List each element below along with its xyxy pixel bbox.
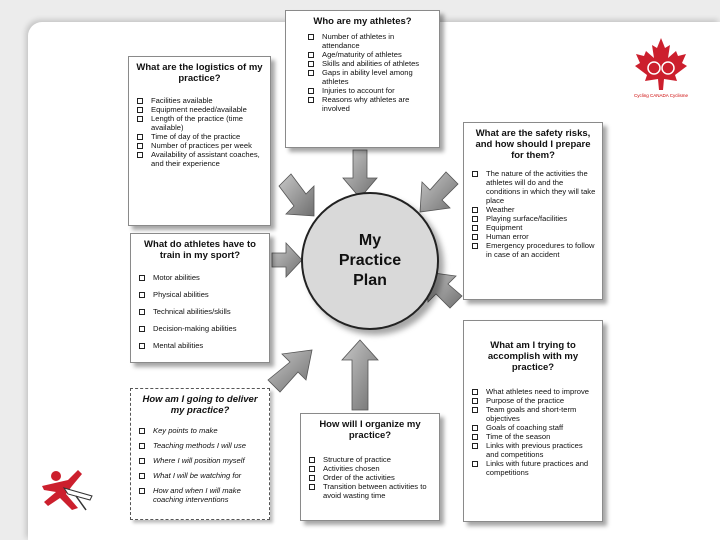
cycling-canada-logo bbox=[632, 36, 690, 104]
list-item: Number of practices per week bbox=[135, 141, 264, 150]
list-item: Key points to make bbox=[137, 426, 263, 435]
list-item: Number of athletes in attendance bbox=[306, 32, 433, 50]
box-train-title: What do athletes have to train in my sport? bbox=[144, 239, 256, 261]
box-logistics-list bbox=[135, 96, 264, 168]
center-line-2: Practice bbox=[338, 252, 402, 269]
list-item: Gaps in ability level among athletes bbox=[306, 68, 433, 86]
coaching-figure-logo bbox=[38, 466, 98, 512]
list-item: Human error bbox=[470, 232, 596, 241]
box-deliver bbox=[130, 388, 270, 520]
list-item: Physical abilities bbox=[137, 290, 263, 299]
arrow-from-athletes bbox=[343, 150, 377, 198]
arrow-from-train bbox=[272, 243, 302, 277]
list-item: Purpose of the practice bbox=[470, 396, 596, 405]
center-line-3: Plan bbox=[353, 272, 387, 289]
box-accomplish bbox=[463, 320, 603, 522]
box-athletes-title: Who are my athletes? bbox=[313, 16, 412, 27]
arrow-from-organize bbox=[342, 340, 378, 410]
box-logistics-title: What are the logistics of my practice? bbox=[136, 62, 263, 84]
logo-text: Cycling CANADA Cyclisme bbox=[633, 93, 688, 98]
box-safety bbox=[463, 122, 603, 300]
box-deliver-list bbox=[137, 426, 263, 504]
box-organize-list bbox=[307, 455, 433, 500]
list-item: What I will be watching for bbox=[137, 471, 263, 480]
list-item: Technical abilities/skills bbox=[137, 307, 263, 316]
list-item: Activities chosen bbox=[307, 464, 433, 473]
list-item: Motor abilities bbox=[137, 273, 263, 282]
list-item: Decision-making abilities bbox=[137, 324, 263, 333]
list-item: Time of the season bbox=[470, 432, 596, 441]
list-item: Facilities available bbox=[135, 96, 264, 105]
box-train bbox=[130, 233, 270, 363]
list-item: Time of day of the practice bbox=[135, 132, 264, 141]
box-safety-title: What are the safety risks, and how should I prepare for them? bbox=[475, 128, 591, 161]
list-item: Links with previous practices and competitions bbox=[470, 441, 596, 459]
list-item: Availability of assistant coaches, and their experience bbox=[135, 150, 264, 168]
list-item: How and when I will make coaching interventions bbox=[137, 486, 263, 504]
list-item: Reasons why athletes are involved bbox=[306, 95, 433, 113]
box-accomplish-list bbox=[470, 387, 596, 477]
box-accomplish-title: What am I trying to accomplish with my practice? bbox=[487, 340, 579, 373]
list-item: Teaching methods I will use bbox=[137, 441, 263, 450]
list-item: Weather bbox=[470, 205, 596, 214]
list-item: Mental abilities bbox=[137, 341, 263, 350]
list-item: Structure of practice bbox=[307, 455, 433, 464]
list-item: Links with future practices and competitions bbox=[470, 459, 596, 477]
list-item: The nature of the activities the athletes will do and the conditions in which they will take place bbox=[470, 169, 596, 205]
list-item: Goals of coaching staff bbox=[470, 423, 596, 432]
arrow-from-logistics bbox=[279, 174, 314, 216]
center-line-1: My bbox=[358, 232, 382, 249]
list-item: Team goals and short-term objectives bbox=[470, 405, 596, 423]
list-item: Playing surface/facilities bbox=[470, 214, 596, 223]
list-item: Skills and abilities of athletes bbox=[306, 59, 433, 68]
maple-leaf-icon bbox=[632, 36, 690, 92]
box-organize bbox=[300, 413, 440, 521]
box-athletes bbox=[285, 10, 440, 148]
list-item: What athletes need to improve bbox=[470, 387, 596, 396]
arrow-from-safety bbox=[420, 172, 458, 212]
arrow-from-deliver bbox=[268, 350, 312, 392]
box-safety-list bbox=[470, 169, 596, 259]
list-item: Order of the activities bbox=[307, 473, 433, 482]
list-item: Transition between activities to avoid wasting time bbox=[307, 482, 433, 500]
list-item: Length of the practice (time available) bbox=[135, 114, 264, 132]
list-item: Injuries to account for bbox=[306, 86, 433, 95]
box-deliver-title: How am I going to deliver my practice? bbox=[142, 394, 258, 416]
box-athletes-list bbox=[306, 32, 433, 113]
box-organize-title: How will I organize my practice? bbox=[319, 419, 421, 441]
list-item: Where I will position myself bbox=[137, 456, 263, 465]
list-item: Equipment bbox=[470, 223, 596, 232]
box-logistics bbox=[128, 56, 271, 226]
list-item: Age/maturity of athletes bbox=[306, 50, 433, 59]
center-practice-plan bbox=[301, 192, 439, 330]
list-item: Equipment needed/available bbox=[135, 105, 264, 114]
list-item: Emergency procedures to follow in case of an accident bbox=[470, 241, 596, 259]
athlete-figure-icon bbox=[38, 466, 98, 512]
box-train-list bbox=[137, 273, 263, 350]
